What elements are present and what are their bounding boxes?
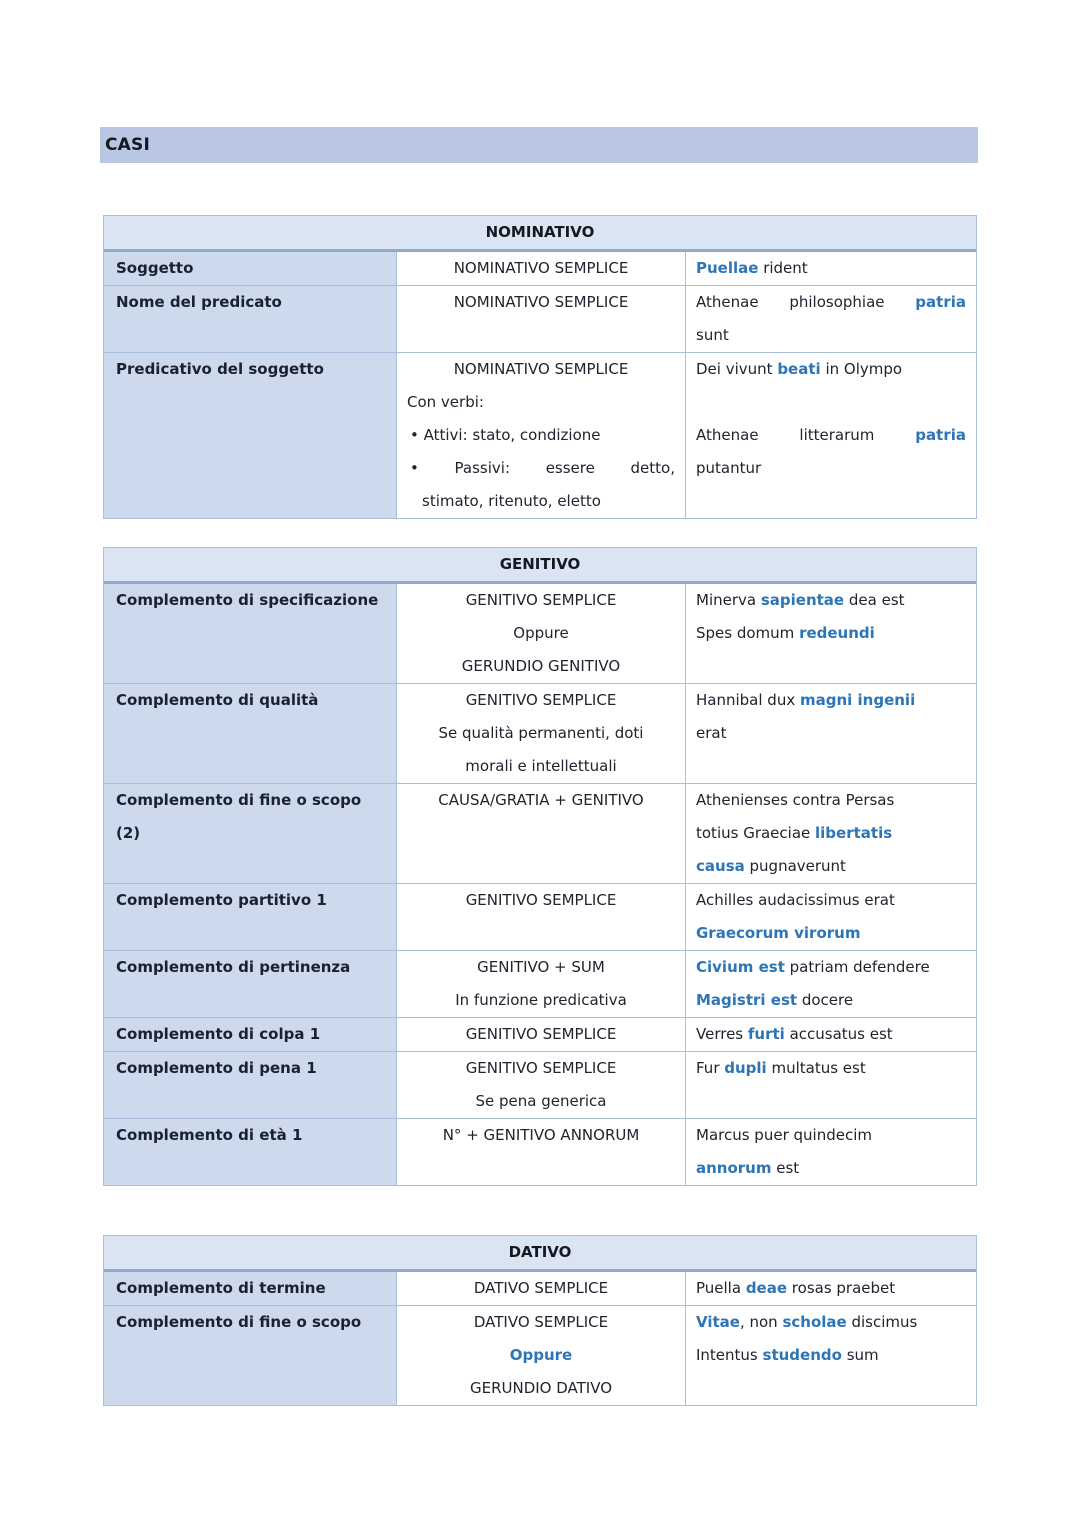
- example-cell: [686, 784, 976, 883]
- text-segment: accusatus est: [784, 1025, 893, 1043]
- text-segment: GENITIVO + SUM: [477, 958, 605, 976]
- text-segment: Con verbi:: [407, 393, 484, 411]
- text-line: [407, 419, 675, 452]
- text-segment: stimato, ritenuto, eletto: [422, 492, 601, 510]
- highlight-segment: patria: [915, 293, 966, 311]
- highlight-segment: studendo: [762, 1346, 842, 1364]
- table-row: [104, 285, 976, 352]
- table-genitivo: [103, 547, 977, 1186]
- text-line: [696, 817, 966, 850]
- highlight-segment: Vitae: [696, 1313, 740, 1331]
- example-cell: [686, 252, 976, 285]
- text-segment: Verres: [696, 1025, 748, 1043]
- complement-label-cell: Soggetto: [104, 252, 396, 285]
- text-segment: rident: [758, 259, 808, 277]
- highlight-segment: annorum: [696, 1159, 772, 1177]
- text-segment: GERUNDIO GENITIVO: [461, 657, 621, 675]
- text-segment: GENITIVO SEMPLICE: [465, 691, 617, 709]
- text-line: [407, 684, 675, 717]
- text-line: [407, 1372, 675, 1405]
- table-row: [104, 683, 976, 783]
- highlight-segment: patria: [915, 426, 966, 444]
- example-cell: [686, 353, 976, 518]
- construction-cell: [396, 884, 686, 950]
- text-line: [407, 984, 675, 1017]
- text-segment: sunt: [696, 326, 729, 344]
- construction-cell: [396, 286, 686, 352]
- text-line: [407, 884, 675, 917]
- text-line: [407, 617, 675, 650]
- complement-label-cell: Complemento di età 1: [104, 1119, 396, 1185]
- text-line: [696, 386, 966, 419]
- table-row: [104, 1017, 976, 1051]
- text-segment: Intentus: [696, 1346, 763, 1364]
- text-segment: Passivi: essere detto,: [454, 459, 675, 477]
- text-segment: Athenae philosophiae: [696, 293, 916, 311]
- highlight-segment: beati: [777, 360, 821, 378]
- example-cell: [686, 1306, 976, 1405]
- text-line: [407, 1018, 675, 1051]
- text-line: [407, 650, 675, 683]
- text-segment: GENITIVO SEMPLICE: [465, 591, 617, 609]
- table-row: [104, 584, 976, 683]
- text-line: [696, 353, 966, 386]
- highlight-segment: Graecorum virorum: [696, 924, 861, 942]
- text-line: [696, 784, 966, 817]
- table-title: GENITIVO: [104, 548, 976, 584]
- text-line: [407, 1085, 675, 1118]
- highlight-segment: furti: [747, 1025, 785, 1043]
- text-line: [407, 286, 675, 319]
- text-segment: GENITIVO SEMPLICE: [465, 1059, 617, 1077]
- text-line: [696, 252, 966, 285]
- example-cell: [686, 1119, 976, 1185]
- text-segment: discimus: [846, 1313, 918, 1331]
- text-line: [696, 850, 966, 883]
- highlight-segment: scholae: [782, 1313, 847, 1331]
- text-segment: Fur: [696, 1059, 725, 1077]
- text-segment: rosas praebet: [787, 1279, 896, 1297]
- text-segment: Spes domum: [696, 624, 800, 642]
- text-line: [407, 353, 675, 386]
- table-dativo: [103, 1235, 977, 1406]
- text-segment: N° + GENITIVO ANNORUM: [442, 1126, 640, 1144]
- text-line: [407, 717, 675, 750]
- text-line: [407, 485, 675, 518]
- section-header-casi: CASI: [100, 127, 978, 163]
- highlight-segment: dupli: [724, 1059, 767, 1077]
- highlight-segment: magni ingenii: [799, 691, 916, 709]
- text-line: [696, 684, 966, 717]
- text-line: [407, 951, 675, 984]
- complement-label-cell: Complemento di fine o scopo (2): [104, 784, 396, 883]
- text-line: [696, 1272, 966, 1305]
- highlight-segment: libertatis: [815, 824, 893, 842]
- text-segment: In funzione predicativa: [455, 991, 627, 1009]
- table-row: [104, 883, 976, 950]
- table-row: [104, 252, 976, 285]
- example-cell: [686, 1018, 976, 1051]
- text-line: [407, 386, 675, 419]
- example-cell: [686, 684, 976, 783]
- highlight-segment: Oppure: [509, 1346, 573, 1364]
- construction-cell: [396, 784, 686, 883]
- text-segment: erat: [696, 724, 727, 742]
- text-segment: NOMINATIVO SEMPLICE: [453, 360, 629, 378]
- complement-label-cell: Complemento di fine o scopo: [104, 1306, 396, 1405]
- text-line: [407, 252, 675, 285]
- construction-cell: [396, 353, 686, 518]
- table-title: DATIVO: [104, 1236, 976, 1272]
- text-line: [696, 452, 966, 485]
- complement-label-cell: Complemento partitivo 1: [104, 884, 396, 950]
- text-segment: Dei vivunt: [696, 360, 778, 378]
- text-segment: Attivi: stato, condizione: [423, 426, 601, 444]
- text-line: [407, 1272, 675, 1305]
- text-line: [407, 1052, 675, 1085]
- text-segment: Marcus puer quindecim: [696, 1126, 872, 1144]
- complement-label-cell: Complemento di termine: [104, 1272, 396, 1305]
- text-segment: GERUNDIO DATIVO: [469, 1379, 613, 1397]
- table-title: NOMINATIVO: [104, 216, 976, 252]
- text-segment: CAUSA/GRATIA + GENITIVO: [438, 791, 644, 809]
- example-cell: [686, 1052, 976, 1118]
- text-line: [407, 1119, 675, 1152]
- text-segment: Se pena generica: [475, 1092, 607, 1110]
- text-line: [696, 717, 966, 750]
- complement-label-cell: Complemento di specificazione: [104, 584, 396, 683]
- table-row: [104, 950, 976, 1017]
- text-line: [407, 452, 675, 485]
- text-segment: Athenienses contra Persas: [696, 791, 895, 809]
- table-row: [104, 1272, 976, 1305]
- text-segment: NOMINATIVO SEMPLICE: [453, 293, 629, 311]
- table-row: [104, 352, 976, 518]
- complement-label-cell: Complemento di colpa 1: [104, 1018, 396, 1051]
- text-segment: Minerva: [696, 591, 761, 609]
- text-segment: , non: [739, 1313, 783, 1331]
- text-line: [696, 984, 966, 1017]
- text-line: [696, 1306, 966, 1339]
- text-segment: docere: [797, 991, 854, 1009]
- example-cell: [686, 1272, 976, 1305]
- text-segment: dea est: [844, 591, 905, 609]
- text-line: [407, 1306, 675, 1339]
- construction-cell: [396, 1018, 686, 1051]
- highlight-segment: causa: [696, 857, 745, 875]
- text-segment: Oppure: [513, 624, 569, 642]
- text-segment: Hannibal dux: [696, 691, 800, 709]
- table-row: [104, 1305, 976, 1405]
- text-line: [696, 951, 966, 984]
- text-segment: DATIVO SEMPLICE: [473, 1279, 609, 1297]
- construction-cell: [396, 252, 686, 285]
- example-cell: [686, 884, 976, 950]
- construction-cell: [396, 1272, 686, 1305]
- text-segment: sum: [841, 1346, 879, 1364]
- highlight-segment: deae: [745, 1279, 788, 1297]
- construction-cell: [396, 684, 686, 783]
- text-segment: multatus est: [766, 1059, 866, 1077]
- text-segment: NOMINATIVO SEMPLICE: [453, 259, 629, 277]
- table-row: [104, 1051, 976, 1118]
- example-cell: [686, 584, 976, 683]
- example-cell: [686, 286, 976, 352]
- text-line: [696, 286, 966, 319]
- table-row: [104, 1118, 976, 1185]
- text-segment: Se qualità permanenti, doti: [438, 724, 644, 742]
- text-segment: GENITIVO SEMPLICE: [465, 1025, 617, 1043]
- tables-container: [0, 215, 1080, 1406]
- highlight-segment: Magistri est: [696, 991, 798, 1009]
- construction-cell: [396, 951, 686, 1017]
- highlight-segment: redeundi: [799, 624, 875, 642]
- text-segment: patriam defendere: [784, 958, 930, 976]
- text-line: [696, 319, 966, 352]
- text-segment: putantur: [696, 459, 762, 477]
- complement-label-cell: Nome del predicato: [104, 286, 396, 352]
- text-line: [407, 1339, 675, 1372]
- text-line: [696, 1339, 966, 1372]
- text-line: [696, 1052, 966, 1085]
- construction-cell: [396, 1119, 686, 1185]
- text-line: [696, 1119, 966, 1152]
- complement-label-cell: Complemento di qualità: [104, 684, 396, 783]
- example-cell: [686, 951, 976, 1017]
- complement-label-cell: Complemento di pena 1: [104, 1052, 396, 1118]
- text-line: [696, 884, 966, 917]
- text-line: [407, 784, 675, 817]
- text-segment: DATIVO SEMPLICE: [473, 1313, 609, 1331]
- text-segment: morali e intellettuali: [465, 757, 617, 775]
- table-nominativo: [103, 215, 977, 519]
- text-segment: pugnaverunt: [744, 857, 846, 875]
- text-line: [407, 750, 675, 783]
- complement-label-cell: Complemento di pertinenza: [104, 951, 396, 1017]
- text-line: [696, 1152, 966, 1185]
- text-line: [696, 584, 966, 617]
- highlight-segment: Puellae: [696, 259, 759, 277]
- text-segment: in Olympo: [820, 360, 903, 378]
- text-segment: Athenae litterarum: [696, 426, 916, 444]
- text-segment: GENITIVO SEMPLICE: [465, 891, 617, 909]
- text-line: [696, 419, 966, 452]
- text-line: [696, 1018, 966, 1051]
- text-line: [696, 617, 966, 650]
- text-line: [696, 917, 966, 950]
- highlight-segment: sapientae: [760, 591, 845, 609]
- table-row: [104, 783, 976, 883]
- text-segment: Puella: [696, 1279, 746, 1297]
- text-line: [407, 584, 675, 617]
- complement-label-cell: Predicativo del soggetto: [104, 353, 396, 518]
- construction-cell: [396, 1052, 686, 1118]
- construction-cell: [396, 584, 686, 683]
- text-segment: est: [771, 1159, 800, 1177]
- highlight-segment: Civium est: [696, 958, 785, 976]
- text-segment: Achilles audacissimus erat: [696, 891, 895, 909]
- construction-cell: [396, 1306, 686, 1405]
- text-segment: totius Graeciae: [696, 824, 816, 842]
